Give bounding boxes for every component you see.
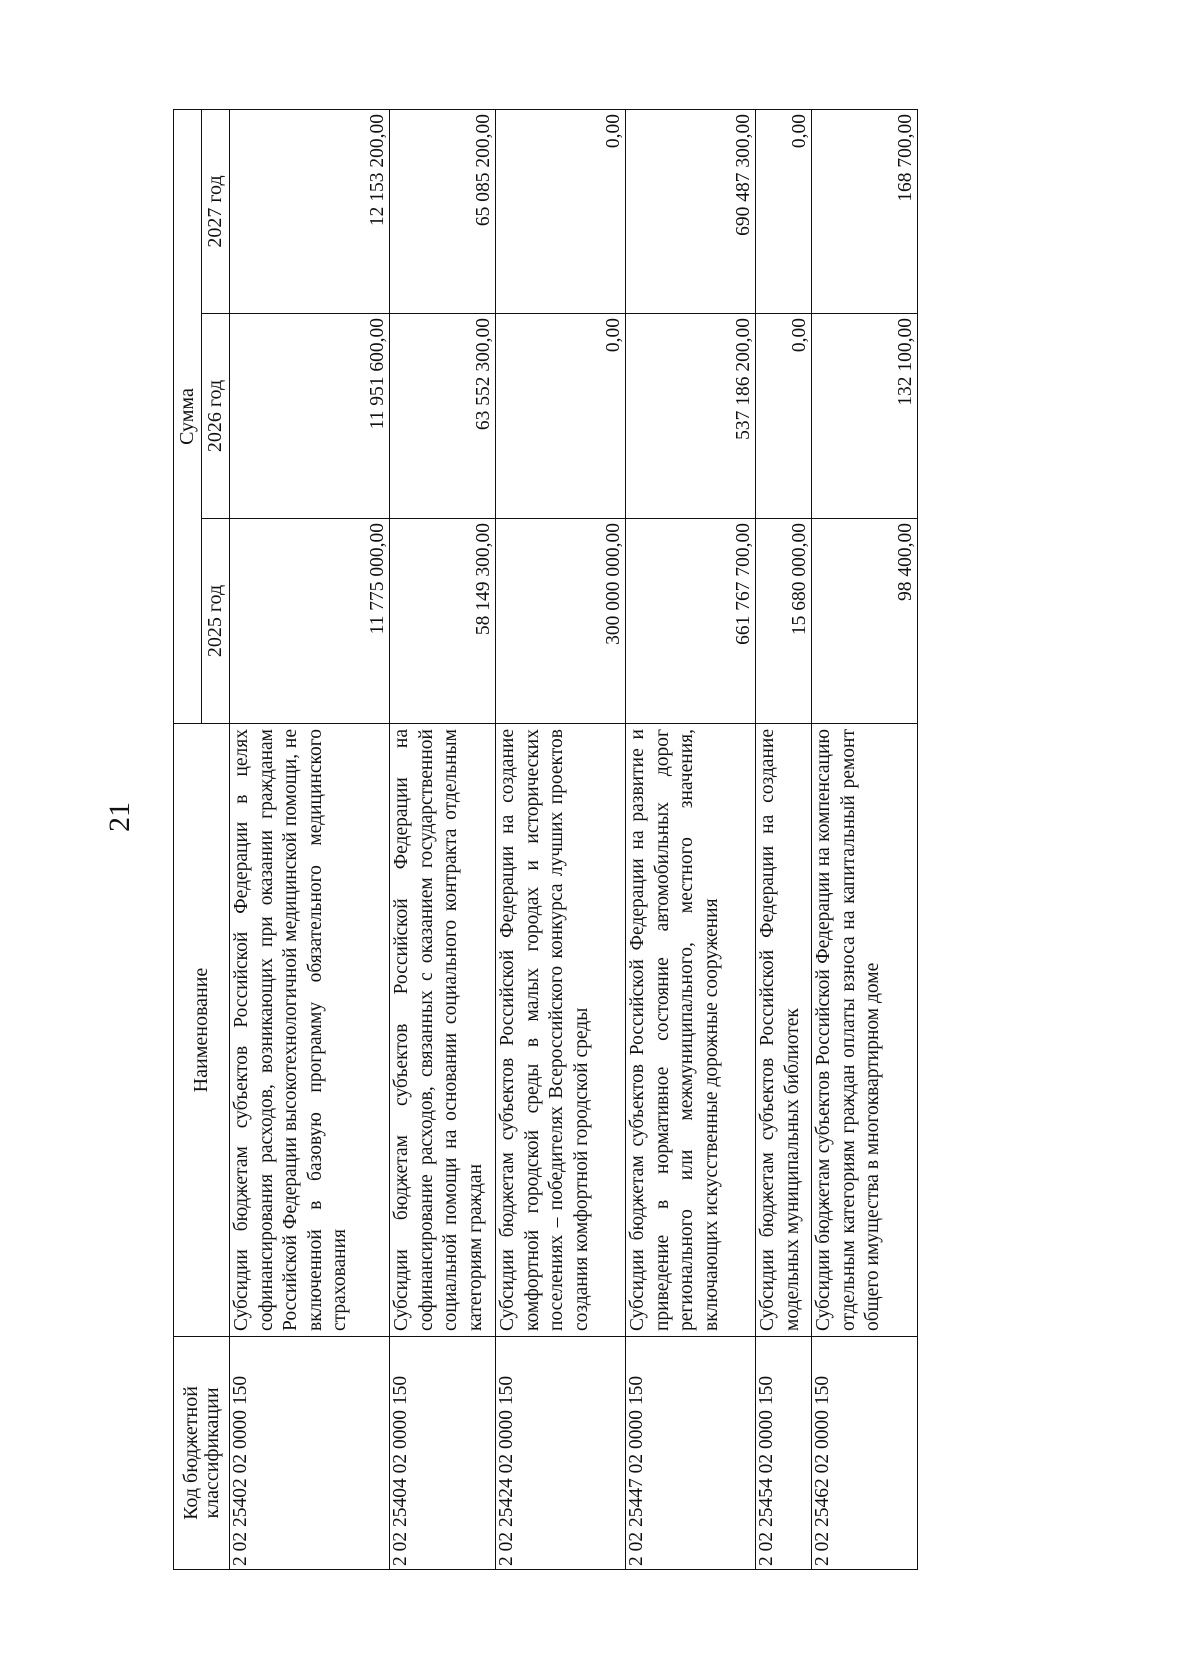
row-amount-2026: 11 951 600,00 xyxy=(230,314,390,519)
header-code: Код бюджетной классификации xyxy=(174,1337,230,1570)
row-amount-2025: 11 775 000,00 xyxy=(230,519,390,724)
row-amount-2027: 65 085 200,00 xyxy=(390,109,496,313)
rotated-table-container xyxy=(173,110,949,1570)
row-code: 2 02 25424 02 0000 150 xyxy=(496,1337,626,1570)
row-name: Субсидии бюджетам субъектов Российской Федерации на создание комфортной городской среды в малых городах и исторических поселениях – победителях Всероссийского конкурса лучших проектов создания комфортной городской среды xyxy=(496,724,626,1337)
header-sum: Сумма xyxy=(174,109,202,723)
header-year-2026: 2026 год xyxy=(202,314,230,519)
table-row xyxy=(390,109,496,1569)
header-year-2025: 2025 год xyxy=(202,519,230,724)
row-amount-2027: 0,00 xyxy=(496,109,626,313)
row-amount-2025: 300 000 000,00 xyxy=(496,519,626,724)
row-code: 2 02 25402 02 0000 150 xyxy=(230,1337,390,1570)
table-row xyxy=(626,109,756,1569)
header-row-top xyxy=(174,109,202,1569)
table-row xyxy=(496,109,626,1569)
row-amount-2025: 15 680 000,00 xyxy=(756,519,812,724)
page-number: 21 xyxy=(103,802,136,832)
row-amount-2026: 0,00 xyxy=(496,314,626,519)
table-row xyxy=(756,109,812,1569)
row-amount-2026: 63 552 300,00 xyxy=(390,314,496,519)
row-name: Субсидии бюджетам субъектов Российской Федерации на создание модельных муниципальных библиотек xyxy=(756,724,812,1337)
row-name: Субсидии бюджетам субъектов Российской Федерации на софинансирование расходов, связанных с оказанием государственной социальной помощи на основании социального контракта отдельным категориям граждан xyxy=(390,724,496,1337)
row-name: Субсидии бюджетам субъектов Российской Федерации на компенсацию отдельным категориям граждан оплаты взноса на капитальный ремонт общего имущества в многоквартирном доме xyxy=(812,724,918,1337)
row-name: Субсидии бюджетам субъектов Российской Федерации в целях софинансирования расходов, возникающих при оказании гражданам Российской Федерации высокотехнологичной медицинской помощи, не включенной в базовую программу обязательного медицинского страхования xyxy=(230,724,390,1337)
row-amount-2026: 537 186 200,00 xyxy=(626,314,756,519)
header-name: Наименование xyxy=(174,724,230,1337)
row-amount-2026: 132 100,00 xyxy=(812,314,918,519)
row-amount-2025: 98 400,00 xyxy=(812,519,918,724)
table-row xyxy=(230,109,390,1569)
row-amount-2027: 690 487 300,00 xyxy=(626,109,756,313)
row-code: 2 02 25404 02 0000 150 xyxy=(390,1337,496,1570)
row-amount-2025: 58 149 300,00 xyxy=(390,519,496,724)
table-row xyxy=(812,109,918,1569)
budget-table xyxy=(173,109,918,1570)
row-amount-2027: 168 700,00 xyxy=(812,109,918,313)
row-code: 2 02 25447 02 0000 150 xyxy=(626,1337,756,1570)
row-amount-2027: 12 153 200,00 xyxy=(230,109,390,313)
row-amount-2025: 661 767 700,00 xyxy=(626,519,756,724)
row-code: 2 02 25454 02 0000 150 xyxy=(756,1337,812,1570)
row-amount-2027: 0,00 xyxy=(756,109,812,313)
row-amount-2026: 0,00 xyxy=(756,314,812,519)
row-name: Субсидии бюджетам субъектов Российской Федерации на развитие и приведение в нормативное состояние автомобильных дорог регионального или межмуниципального, местного значения, включающих искусственные дорожные сооружения xyxy=(626,724,756,1337)
row-code: 2 02 25462 02 0000 150 xyxy=(812,1337,918,1570)
header-year-2027: 2027 год xyxy=(202,109,230,313)
